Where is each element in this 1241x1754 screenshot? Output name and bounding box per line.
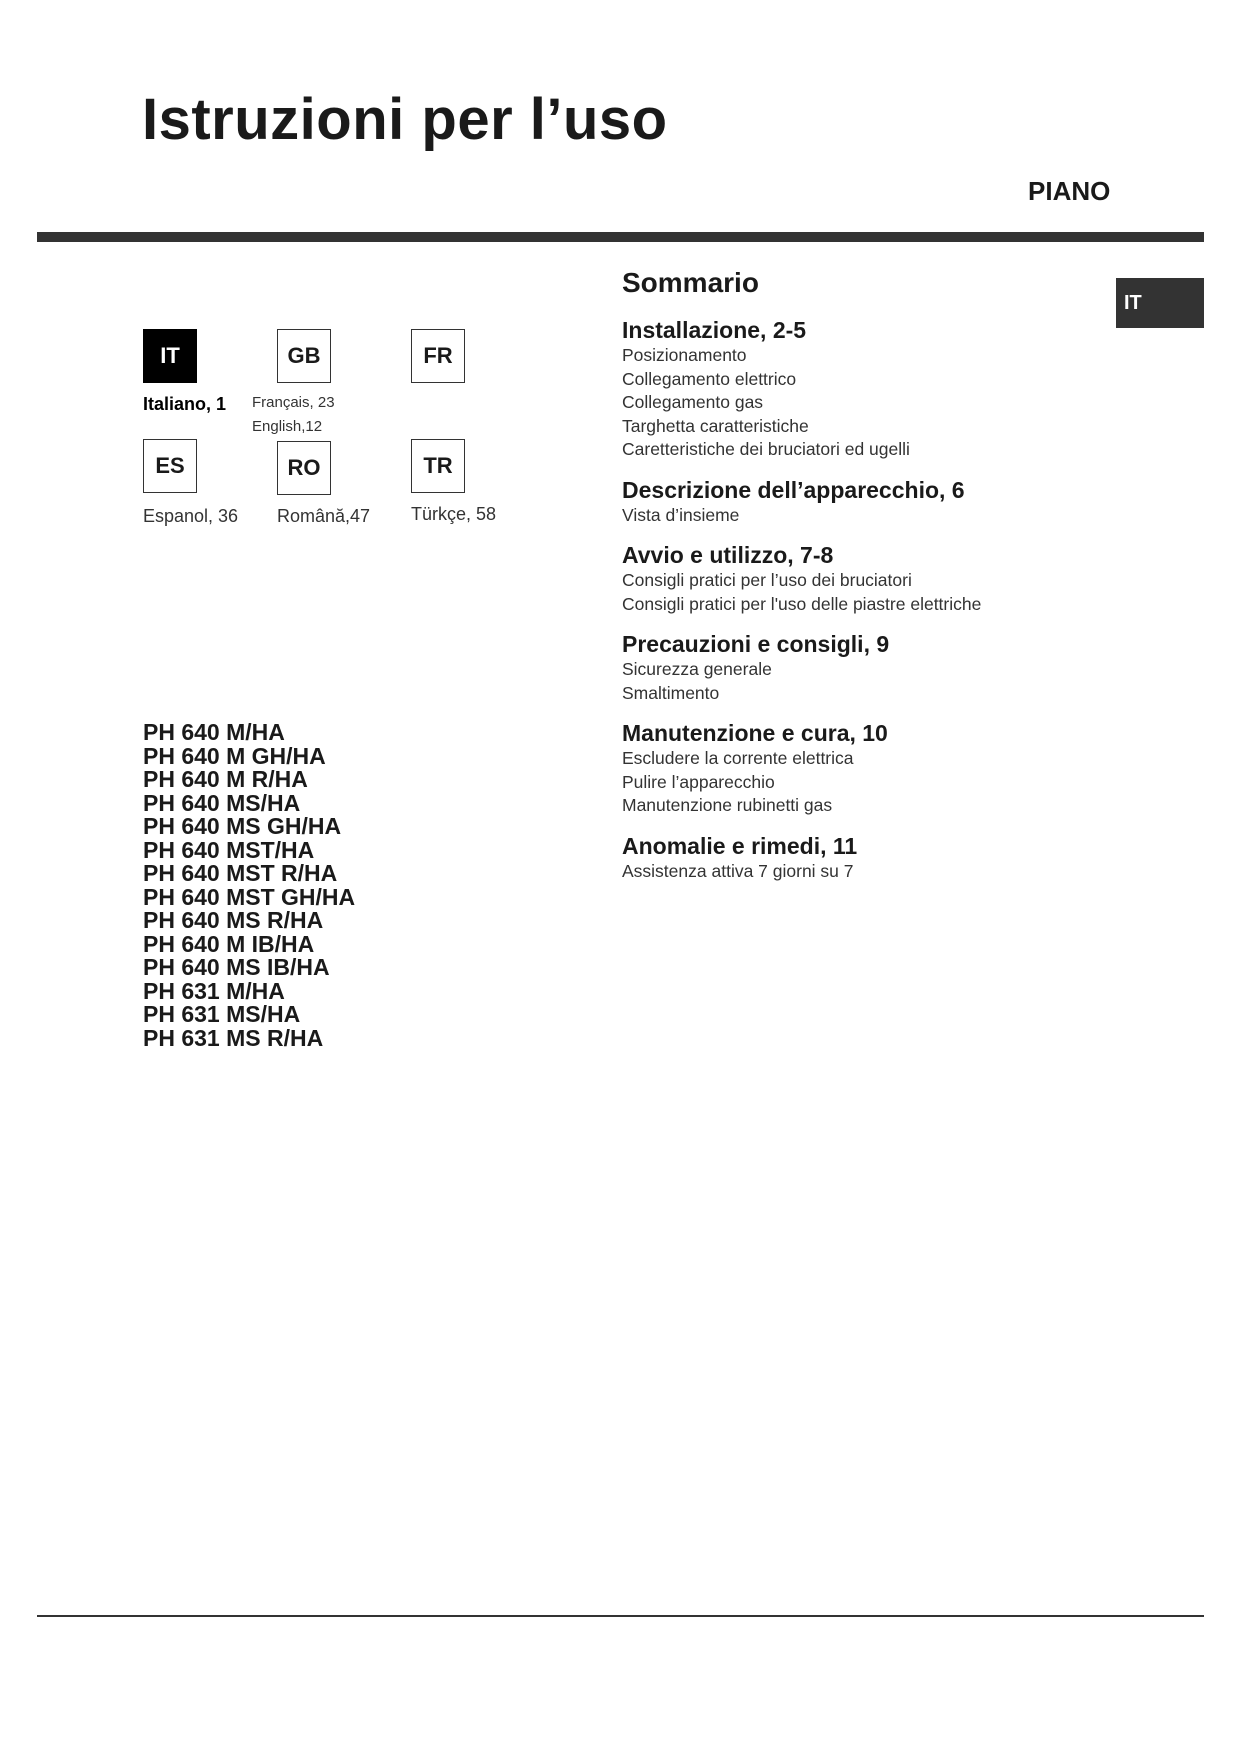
toc-title: Sommario	[622, 267, 759, 298]
toc-heading[interactable]: Manutenzione e cura, 10	[622, 720, 888, 746]
lang-box-ro[interactable]: RO	[277, 441, 331, 495]
model-item: PH 631 MS/HA	[143, 1001, 301, 1027]
toc-item[interactable]: Caretteristiche dei bruciatori ed ugelli	[622, 439, 910, 459]
model-item: PH 640 MS IB/HA	[143, 954, 330, 980]
toc-section-anomalie	[622, 832, 1082, 884]
toc-heading[interactable]: Precauzioni e consigli, 9	[622, 631, 890, 657]
language-side-tab: IT	[1116, 278, 1204, 328]
model-item: PH 640 M R/HA	[143, 766, 308, 792]
toc-section-manutenzione	[622, 719, 1082, 818]
toc-section-precauzioni	[622, 630, 1082, 705]
toc-section-installazione	[622, 316, 1082, 462]
model-item: PH 640 MST GH/HA	[143, 883, 356, 910]
model-item: PH 640 M IB/HA	[143, 930, 315, 957]
toc-item[interactable]: Escludere la corrente elettrica	[622, 748, 854, 768]
lang-label-ro[interactable]: Română,47	[277, 506, 371, 526]
footer-divider	[37, 1615, 1204, 1617]
lang-label-gb[interactable]: English,12	[252, 418, 323, 435]
model-item: PH 640 M/HA	[143, 719, 285, 745]
toc-item[interactable]: Collegamento gas	[622, 392, 764, 412]
toc-item[interactable]: Collegamento elettrico	[622, 368, 797, 389]
lang-box-gb[interactable]: GB	[277, 329, 331, 383]
model-item: PH 640 MS/HA	[143, 789, 301, 816]
lang-label-tr[interactable]: Türkçe, 58	[411, 504, 497, 524]
toc-heading[interactable]: Avvio e utilizzo, 7-8	[622, 542, 834, 568]
toc-item[interactable]: Targhetta caratteristiche	[622, 415, 809, 436]
toc-item[interactable]: Smaltimento	[622, 682, 720, 703]
toc-section-descrizione	[622, 476, 1082, 528]
model-item: PH 631 M/HA	[143, 977, 285, 1004]
model-item: PH 640 MS R/HA	[143, 907, 324, 933]
model-item: PH 640 M GH/HA	[143, 742, 326, 769]
lang-box-es[interactable]: ES	[143, 439, 197, 493]
toc-heading[interactable]: Installazione, 2-5	[622, 317, 807, 343]
toc-item[interactable]: Sicurezza generale	[622, 659, 772, 679]
toc-section-avvio	[622, 541, 1082, 616]
toc-item[interactable]: Pulire l’apparecchio	[622, 771, 775, 792]
product-name: PIANO	[1028, 176, 1111, 206]
lang-label-es[interactable]: Espanol, 36	[143, 506, 239, 526]
toc-item[interactable]: Manutenzione rubinetti gas	[622, 795, 833, 815]
toc-item[interactable]: Assistenza attiva 7 giorni su 7	[622, 860, 854, 881]
lang-label-it[interactable]: Italiano, 1	[143, 394, 227, 414]
model-item: PH 640 MS GH/HA	[143, 813, 342, 839]
toc-item[interactable]: Vista d’insieme	[622, 504, 740, 525]
header-divider	[37, 232, 1204, 242]
table-of-contents	[622, 266, 1082, 897]
toc-item[interactable]: Posizionamento	[622, 345, 747, 365]
lang-box-it[interactable]: IT	[143, 329, 197, 383]
model-list	[143, 721, 355, 1050]
lang-box-tr[interactable]: TR	[411, 439, 465, 493]
toc-item[interactable]: Consigli pratici per l’uso dei bruciatori	[622, 570, 912, 590]
model-item: PH 631 MS R/HA	[143, 1024, 324, 1051]
toc-item[interactable]: Consigli pratici per l'uso delle piastre elettriche	[622, 593, 982, 614]
toc-heading[interactable]: Anomalie e rimedi, 11	[622, 832, 858, 859]
page-title: Istruzioni per l’uso	[142, 87, 668, 152]
model-item: PH 640 MST R/HA	[143, 860, 338, 886]
lang-box-fr[interactable]: FR	[411, 329, 465, 383]
lang-label-fr[interactable]: Français, 23	[252, 394, 335, 411]
toc-heading[interactable]: Descrizione dell’apparecchio, 6	[622, 476, 965, 503]
model-item: PH 640 MST/HA	[143, 836, 315, 863]
